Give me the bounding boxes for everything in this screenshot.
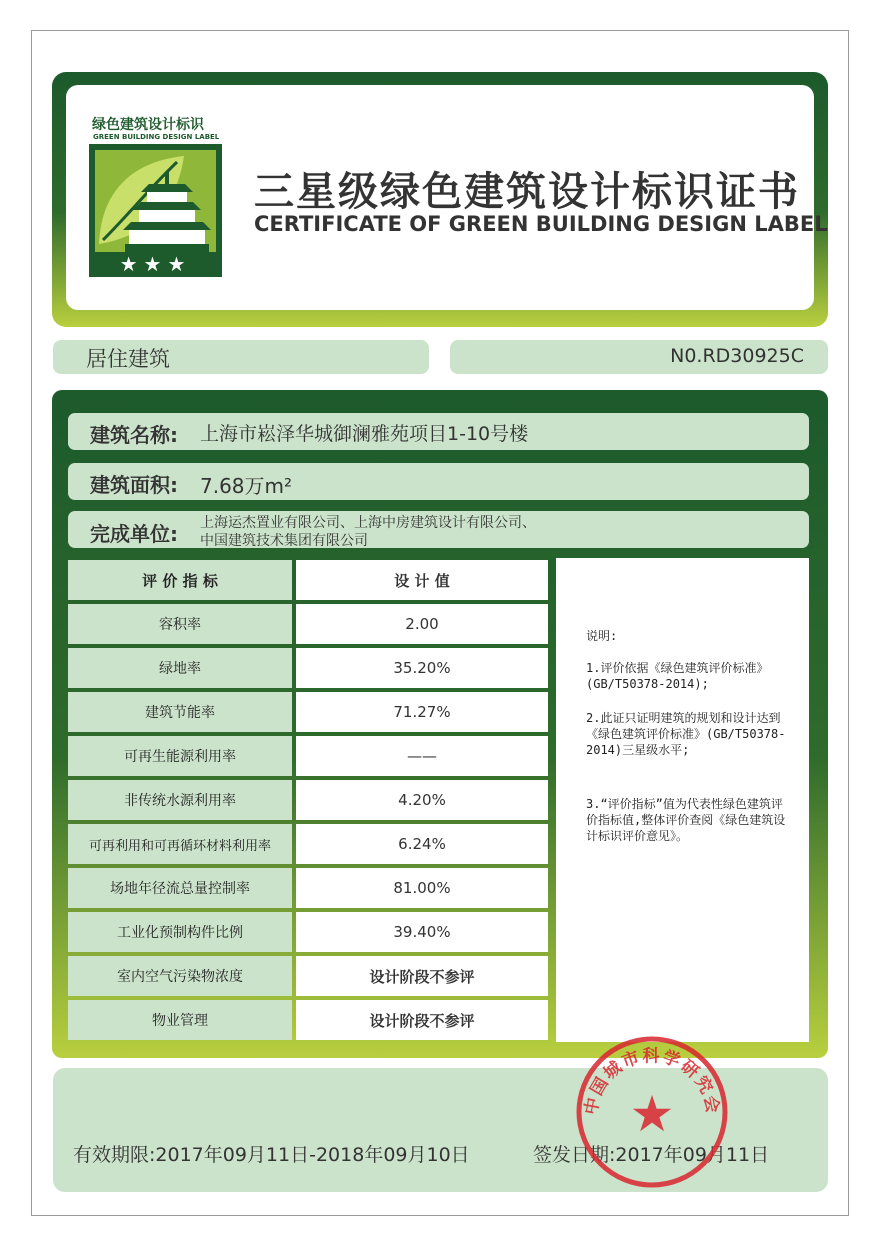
note-item: 2.此证只证明建筑的规划和设计达到《绿色建筑评价标准》(GB/T50378-2014)三星级水平;: [586, 711, 786, 757]
validity-period: 有效期限:2017年09月11日-2018年09月10日: [73, 1144, 470, 1166]
indicator-header: 评 价 指 标: [68, 560, 292, 600]
table-row: [66, 692, 551, 732]
value-cell: 4.20%: [296, 780, 548, 820]
table-row: [66, 1000, 551, 1040]
completed-by-row: [68, 511, 809, 548]
category-pill: [53, 340, 429, 374]
note-item: 1.评价依据《绿色建筑评价标准》(GB/T50378-2014);: [586, 661, 769, 691]
green-building-logo: [89, 144, 222, 277]
certificate-number: N0.RD30925C: [670, 345, 804, 367]
indicator-table: [66, 558, 551, 1042]
building-area-row: [68, 463, 809, 500]
indicator-cell: 场地年径流总量控制率: [68, 868, 292, 908]
official-seal: [575, 1035, 729, 1189]
building-area-value: 7.68万m²: [200, 474, 293, 498]
indicator-cell: 工业化预制构件比例: [68, 912, 292, 952]
value-cell: 39.40%: [296, 912, 548, 952]
table-row: [66, 648, 551, 688]
seal-star-icon: [575, 1035, 729, 1189]
indicator-cell: 非传统水源利用率: [68, 780, 292, 820]
value-cell: 35.20%: [296, 648, 548, 688]
building-area-label: 建筑面积:: [90, 473, 178, 497]
building-category: 居住建筑: [86, 347, 170, 371]
value-cell: 设计阶段不参评: [296, 1000, 548, 1040]
logo-label-en: GREEN BUILDING DESIGN LABEL: [93, 133, 220, 141]
value-cell: ——: [296, 736, 548, 776]
building-name-label: 建筑名称:: [90, 423, 178, 447]
completed-by-line1: 上海运杰置业有限公司、上海中房建筑设计有限公司、: [200, 515, 536, 531]
completed-by-line2: 中国建筑技术集团有限公司: [200, 533, 368, 549]
table-row: [66, 736, 551, 776]
indicator-cell: 容积率: [68, 604, 292, 644]
notes-title: 说明:: [586, 629, 618, 643]
rating-stars: ★★★: [119, 252, 192, 276]
indicator-cell: 建筑节能率: [68, 692, 292, 732]
note-item: 3.“评价指标”值为代表性绿色建筑评价指标值,整体评价查阅《绿色建筑设计标识评价意见》。: [586, 797, 786, 843]
table-row: [66, 824, 551, 864]
number-pill: [450, 340, 828, 374]
logo-label-cn: 绿色建筑设计标识: [92, 117, 204, 133]
indicator-cell: 物业管理: [68, 1000, 292, 1040]
seal-text: 中国城市科学研究会: [581, 1046, 723, 1117]
building-name-value: 上海市崧泽华城御澜雅苑项目1-10号楼: [200, 423, 529, 445]
table-row: [66, 956, 551, 996]
completed-by-label: 完成单位:: [90, 522, 178, 546]
value-cell: 81.00%: [296, 868, 548, 908]
indicator-cell: 绿地率: [68, 648, 292, 688]
table-row: [66, 868, 551, 908]
indicator-cell: 可再利用和可再循环材料利用率: [68, 824, 292, 864]
table-row: [66, 604, 551, 644]
certificate-title-en: CERTIFICATE OF GREEN BUILDING DESIGN LABEL: [254, 212, 828, 236]
issue-date: 签发日期:2017年09月11日: [533, 1144, 770, 1166]
value-header: 设 计 值: [296, 560, 548, 600]
table-row: [66, 780, 551, 820]
notes-panel: [556, 558, 809, 1042]
value-cell: 2.00: [296, 604, 548, 644]
indicator-cell: 室内空气污染物浓度: [68, 956, 292, 996]
value-cell: 设计阶段不参评: [296, 956, 548, 996]
table-header: [66, 560, 551, 600]
seal-star: ★: [629, 1085, 675, 1143]
table-row: [66, 912, 551, 952]
indicator-cell: 可再生能源利用率: [68, 736, 292, 776]
building-name-row: [68, 413, 809, 450]
value-cell: 71.27%: [296, 692, 548, 732]
value-cell: 6.24%: [296, 824, 548, 864]
certificate-title-cn: 三星级绿色建筑设计标识证书: [254, 169, 800, 215]
